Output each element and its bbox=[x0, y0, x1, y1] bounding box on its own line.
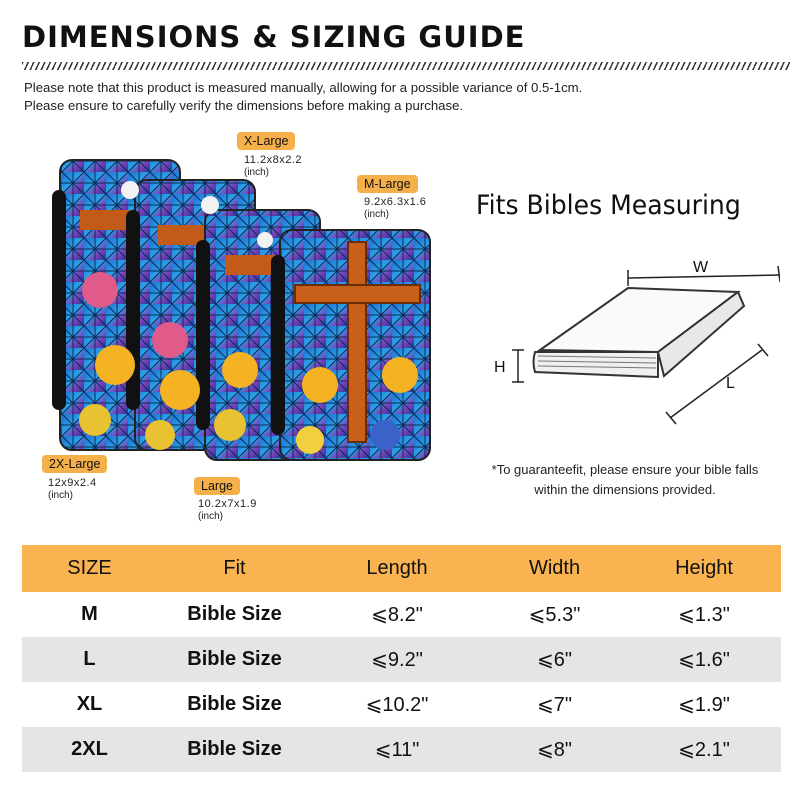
cell-length: ⩽8.2" bbox=[371, 604, 423, 626]
cell-fit: Bible Size bbox=[187, 603, 282, 625]
header-width: Width bbox=[528, 557, 581, 579]
width-label: W bbox=[693, 259, 709, 276]
size-tag-mlarge: M-Large bbox=[357, 175, 418, 193]
size-dims-large: 10.2x7x1.9 bbox=[198, 498, 257, 510]
cell-height: ⩽2.1" bbox=[678, 739, 730, 761]
cell-length: ⩽11" bbox=[374, 739, 420, 761]
cell-width: ⩽6" bbox=[537, 649, 572, 671]
height-label: H bbox=[494, 359, 506, 376]
cell-size: 2XL bbox=[71, 738, 108, 760]
size-unit-2xlarge: (inch) bbox=[48, 490, 74, 501]
cell-fit: Bible Size bbox=[187, 693, 282, 715]
size-unit-xlarge: (inch) bbox=[244, 167, 270, 178]
size-tag-2xlarge: 2X-Large bbox=[42, 455, 107, 473]
header-size: SIZE bbox=[67, 557, 112, 579]
size-table bbox=[22, 545, 781, 772]
cell-size: L bbox=[83, 648, 96, 670]
cell-fit: Bible Size bbox=[187, 738, 282, 760]
cell-width: ⩽7" bbox=[537, 694, 572, 716]
size-dims-xlarge: 11.2x8x2.2 bbox=[244, 154, 303, 166]
fit-guarantee-note: *To guaranteefit, please ensure your bible falls bbox=[491, 462, 759, 477]
table-row bbox=[22, 682, 781, 727]
cell-height: ⩽1.3" bbox=[678, 604, 730, 626]
size-unit-large: (inch) bbox=[198, 511, 224, 522]
cover-mlarge bbox=[271, 230, 430, 460]
cell-height: ⩽1.9" bbox=[678, 694, 730, 716]
header-length: Length bbox=[366, 557, 428, 579]
cell-fit: Bible Size bbox=[187, 648, 282, 670]
header-fit: Fit bbox=[223, 557, 246, 579]
cell-length: ⩽10.2" bbox=[365, 694, 429, 716]
table-row bbox=[22, 637, 781, 682]
table-row bbox=[22, 592, 781, 637]
length-label: L bbox=[726, 375, 735, 392]
fits-title: Fits Bibles Measuring bbox=[476, 190, 741, 221]
verify-note: Please ensure to carefully verify the dimensions before making a purchase. bbox=[24, 98, 464, 113]
hatch-divider bbox=[22, 62, 790, 70]
size-unit-mlarge: (inch) bbox=[364, 209, 390, 220]
size-tag-large: Large bbox=[194, 477, 240, 495]
measurement-note: Please note that this product is measured manually, allowing for a possible variance of 0.5-1cm. bbox=[24, 80, 583, 95]
size-tag-xlarge: X-Large bbox=[237, 132, 295, 150]
size-dims-mlarge: 9.2x6.3x1.6 bbox=[364, 196, 427, 208]
cell-width: ⩽5.3" bbox=[528, 604, 581, 626]
header-height: Height bbox=[675, 557, 733, 579]
table-row bbox=[22, 727, 781, 772]
size-dims-2xlarge: 12x9x2.4 bbox=[48, 477, 97, 489]
table-header-row bbox=[22, 545, 781, 592]
page-title: DIMENSIONS & SIZING GUIDE bbox=[22, 20, 526, 54]
cell-size: M bbox=[81, 603, 98, 625]
cell-length: ⩽9.2" bbox=[371, 649, 423, 671]
cell-width: ⩽8" bbox=[537, 739, 572, 761]
fit-guarantee-note-cont: within the dimensions provided. bbox=[534, 482, 716, 497]
cell-height: ⩽1.6" bbox=[678, 649, 730, 671]
cell-size: XL bbox=[76, 693, 103, 715]
book-diagram bbox=[480, 240, 780, 440]
